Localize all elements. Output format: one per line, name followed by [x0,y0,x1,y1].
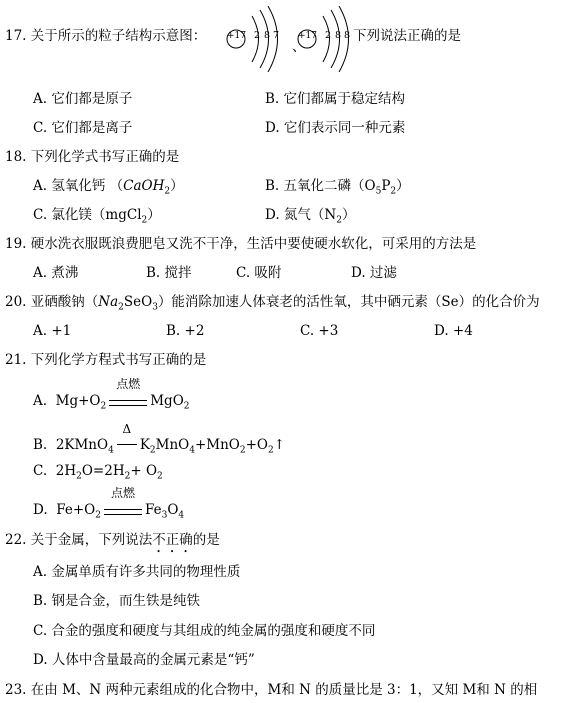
q22-option-a: A. 金属单质有许多共同的物理性质 [33,564,241,580]
q20-stem-line [5,293,540,317]
q21-d-reactants: Fe+O [56,502,96,518]
q17-separator: 、 [292,39,306,55]
q17-option-a: A. 它们都是原子 [33,91,133,107]
q20-option-b: B. +2 [166,323,205,339]
q18-d-text: D. 氮气（N [265,207,337,223]
q21-option-b [33,422,286,460]
q22-stem-pre: 关于金属，下列说法 [30,532,153,548]
q22-stem-post: 的是 [192,532,220,548]
q21-b-condition-text: Δ [122,422,132,436]
q17-atom1-shell3: 7 [273,30,280,41]
q18-b-text: B. 五氧化二磷（O [265,178,376,194]
q21-a-reactants: Mg+O [55,393,101,409]
q21-a-reactant-sub: 2 [100,401,107,412]
q20-number: 20. [5,294,27,310]
q22-stem-emphasis: 不正确 [152,532,193,548]
q21-a-product-sub: 2 [183,401,190,412]
q21-b-reactant-sub: 4 [108,445,114,456]
q20-formula-a: Na [98,294,119,310]
q21-option-d [33,486,185,525]
q17-option-b: B. 它们都属于稳定结构 [265,91,406,107]
q21-b-p1: K [139,437,150,453]
q21-b-p3: +MnO [194,437,240,453]
q21-c-r2: O [81,463,93,479]
q17-atom1-shell2: 8 [264,30,271,41]
q19-number: 19. [5,236,27,252]
q22-stem-line [5,531,220,556]
q20-option-d: D. +4 [434,323,473,339]
q17-stem-line [5,27,206,45]
q18-b-close: ） [396,178,410,194]
q21-b-reactant: 2KMnO [55,437,109,453]
q21-b-gas-arrow: ↑ [273,437,286,453]
q21-c-p1: 2H [104,463,125,479]
q21-d-product-b: O [167,502,179,518]
q18-d-subscript: 2 [336,215,342,226]
q19-option-c: C. 吸附 [236,265,282,281]
q17-atom2-nucleus: +17 [298,31,317,41]
q22-number: 22. [5,532,27,548]
q21-c-r1-sub: 2 [76,471,82,482]
q21-d-product-a: Fe [144,502,162,518]
q19-stem: 硬水洗衣服既浪费肥皂又洗不干净，生活中要使硬水软化，可采用的方法是 [30,236,477,252]
q17-atom1-nucleus: +17 [227,31,246,41]
q21-b-condition [116,422,138,451]
q17-number: 17. [5,28,27,44]
q19-option-d: D. 过滤 [351,265,397,281]
q18-a-close: ） [170,178,184,194]
q18-option-c [33,206,161,230]
q21-d-condition-text: 点燃 [110,486,135,500]
q20-sub-a: 2 [118,302,124,313]
q21-c-label: C. [33,463,48,479]
q18-b-subscript-2: 2 [390,186,397,197]
q21-stem-line [5,351,206,369]
q19-option-b: B. 搅拌 [146,265,192,281]
q20-stem-post: ）能消除加速人体衰老的活性氧，其中硒元素（Se）的化合价为 [157,294,540,310]
q22-option-c: C. 合金的强度和硬度与其组成的纯金属的强度和硬度不同 [33,623,376,639]
q21-b-p3-sub: 2 [239,445,246,456]
q21-a-condition-text: 点燃 [116,377,141,391]
q21-c-equals: = [92,463,105,479]
q21-d-condition [103,486,143,516]
q18-a-text: A. 氢氧化钙 （ [33,178,124,194]
q21-b-p1-sub: 2 [149,445,156,456]
q17-stem-tail: 下列说法正确的是 [353,28,461,44]
q18-stem-line [5,148,179,166]
q21-a-product: MgO [150,393,184,409]
q21-c-r1: 2H [55,463,77,479]
q17-atom2-shell2: 8 [335,30,342,41]
q17-option-c: C. 它们都是离子 [33,120,133,136]
q21-c-p2-sub: 2 [157,471,163,482]
q19-option-a: A. 煮沸 [33,265,79,281]
q22-option-b: B. 钢是合金，而生铁是纯铁 [33,593,201,609]
q21-a-condition [108,377,148,407]
q20-sub-b: 3 [152,302,158,313]
q20-stem-pre: 亚硒酸钠（ [30,294,99,310]
q18-b-mid: P [381,178,391,194]
q21-d-product-sub-2: 4 [178,510,185,521]
q21-c-p1-sub: 2 [124,471,131,482]
q21-stem: 下列化学方程式书写正确的是 [30,352,207,368]
q20-option-c: C. +3 [300,323,339,339]
q18-option-b [265,177,410,201]
q21-a-label: A. [33,393,48,409]
q18-stem: 下列化学式书写正确的是 [30,149,180,165]
q18-number: 18. [5,149,27,165]
q21-d-product-sub-1: 3 [161,510,168,521]
q18-option-d [265,206,355,230]
q21-b-p4-sub: 2 [268,445,274,456]
q19-stem-line [5,235,476,253]
q21-option-a [33,377,190,416]
q21-b-label: B. [33,437,48,453]
q18-a-formula: CaOH [123,178,165,194]
q21-b-p2: MnO [155,437,190,453]
q18-c-subscript: 2 [141,215,148,226]
q17-stem: 关于所示的粒子结构示意图： [30,28,207,44]
q18-c-close: ） [147,207,161,223]
q17-atom1-shell1: 2 [254,30,261,41]
q18-c-text: C. 氯化镁（mgCl [33,207,142,223]
q23-number: 23. [5,682,27,698]
q21-b-p4: +O [245,437,268,453]
q18-a-subscript: 2 [164,186,171,197]
q21-d-label: D. [33,502,48,518]
q22-option-d: D. 人体中含量最高的金属元素是“钙” [33,652,255,668]
q18-option-a [33,177,184,201]
q23-stem-line [5,681,537,699]
q21-b-p2-sub: 4 [189,445,195,456]
q21-d-reactant-sub: 2 [95,510,101,521]
q20-formula-b: SeO [123,294,153,310]
q23-stem: 在由 M、N 两种元素组成的化合物中，M和 N 的质量比是 3：1，又知 M和 N 的相 [30,682,538,698]
q18-d-close: ） [341,207,356,223]
q21-c-p2: + O [130,463,158,479]
q21-number: 21. [5,352,27,368]
q17-atom2-shell1: 2 [325,30,332,41]
q18-b-subscript-1: 5 [375,186,382,197]
q17-atom2-shell3: 8 [344,30,351,41]
q21-option-c [33,462,163,486]
q20-option-a: A. +1 [33,323,72,339]
q17-option-d: D. 它们表示同一种元素 [265,120,406,136]
